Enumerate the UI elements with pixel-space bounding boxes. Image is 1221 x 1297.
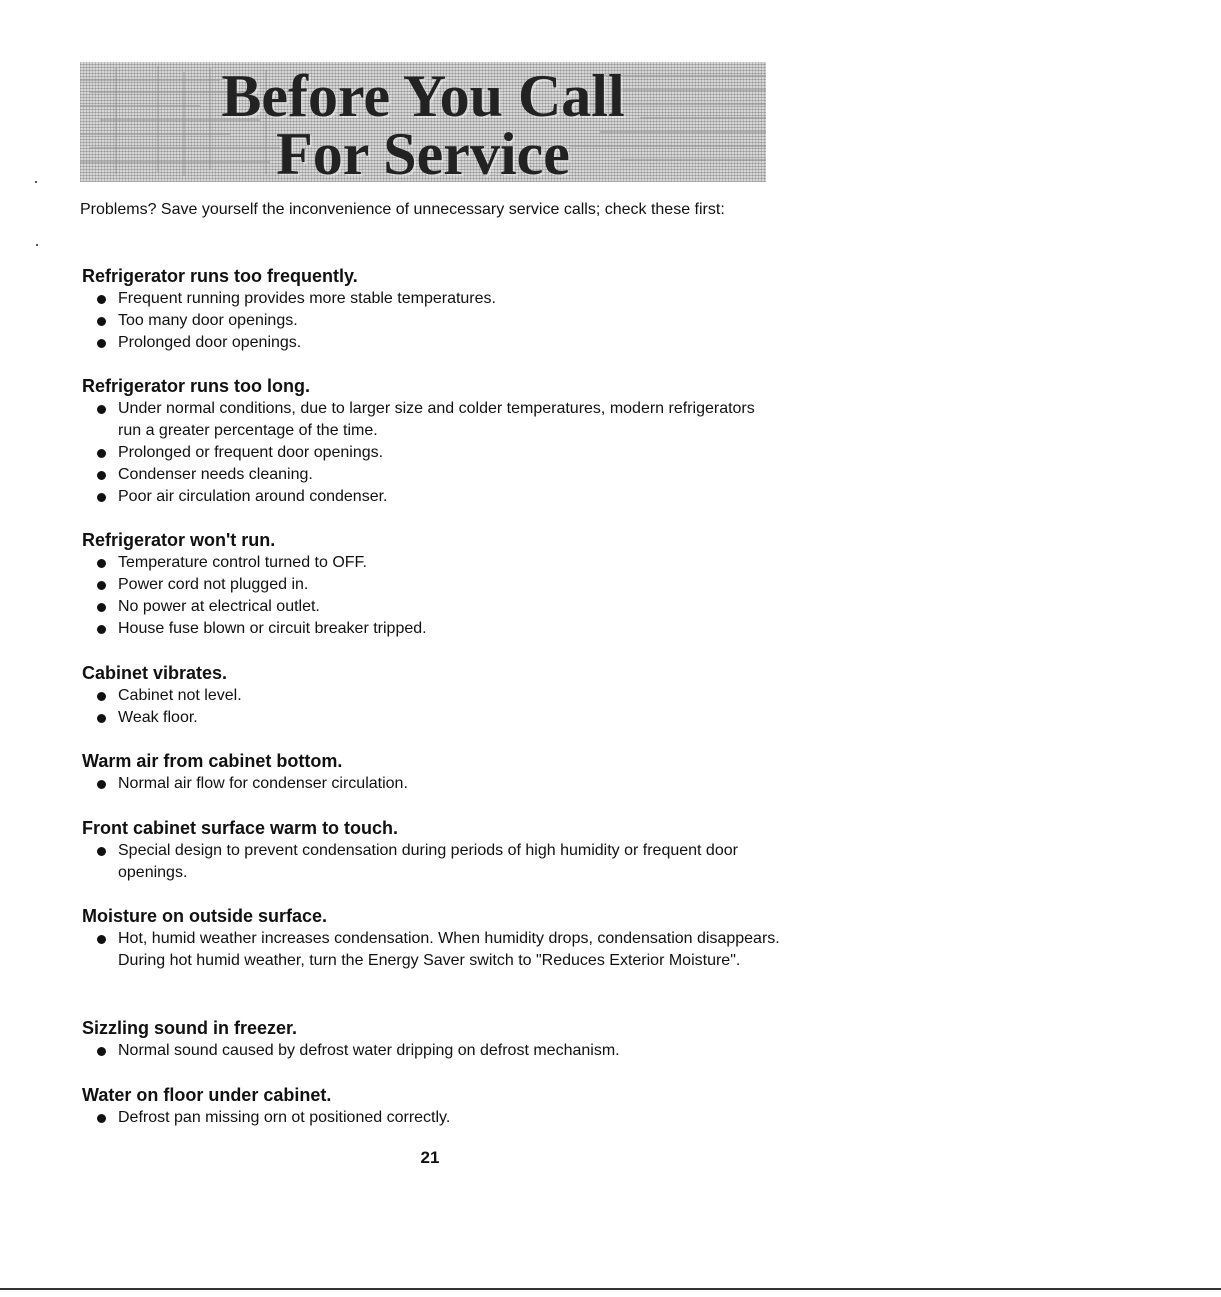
list-item <box>82 464 782 486</box>
list-item-text: Cabinet not level. <box>118 687 242 704</box>
bullet-icon <box>97 339 106 348</box>
page-number: 21 <box>420 1148 440 1167</box>
list-item-text: Power cord not plugged in. <box>118 576 309 593</box>
list-item-text: Hot, humid weather increases condensation. When humidity drops, condensation disappears. During hot humid weather, turn the Energy Saver switch to "Reduces Exterior Moisture". <box>118 930 780 969</box>
bullet-icon <box>97 405 106 414</box>
cause-list <box>82 928 782 972</box>
list-item <box>82 310 782 332</box>
bullet-icon <box>97 581 106 590</box>
list-item-text: Prolonged or frequent door openings. <box>118 444 384 461</box>
bullet-icon <box>97 603 106 612</box>
cause-list <box>82 552 782 640</box>
cause-list <box>82 1107 782 1129</box>
list-item-text: Poor air circulation around condenser. <box>118 488 388 505</box>
list-item-text: Too many door openings. <box>118 312 298 329</box>
bullet-icon <box>97 714 106 723</box>
section-title: Warm air from cabinet bottom. <box>82 751 343 771</box>
section-title: Cabinet vibrates. <box>82 663 228 683</box>
bullet-icon <box>97 935 106 944</box>
list-item <box>82 486 782 508</box>
list-item <box>82 1107 782 1129</box>
section-wont-run <box>82 529 782 640</box>
list-item <box>82 685 782 707</box>
banner-title-line-2: For Service <box>276 121 570 182</box>
intro-text: Problems? Save yourself the inconvenience of unnecessary service calls; check these first: <box>80 201 725 218</box>
section-title: Refrigerator won't run. <box>82 530 276 550</box>
list-item <box>82 574 782 596</box>
bullet-icon <box>97 471 106 480</box>
cause-list <box>82 840 782 884</box>
section-title: Refrigerator runs too long. <box>82 376 311 396</box>
cause-list <box>82 685 782 729</box>
list-item <box>82 707 782 729</box>
bullet-icon <box>97 295 106 304</box>
list-item <box>82 442 782 464</box>
section-water-on-floor <box>82 1084 782 1129</box>
list-item <box>82 398 782 442</box>
section-title: Sizzling sound in freezer. <box>82 1018 298 1038</box>
bullet-icon <box>97 847 106 856</box>
list-item-text: Normal air flow for condenser circulation. <box>118 775 408 792</box>
list-item <box>82 596 782 618</box>
list-item-text: Under normal conditions, due to larger size and colder temperatures, modern refrigerators run a greater percentage of the time. <box>118 400 755 439</box>
list-item <box>82 840 782 884</box>
section-warm-air <box>82 750 782 795</box>
section-runs-too-frequently <box>82 265 782 354</box>
list-item <box>82 288 782 310</box>
list-item-text: Defrost pan missing orn ot positioned correctly. <box>118 1109 451 1126</box>
section-front-warm <box>82 817 782 884</box>
list-item-text: Condenser needs cleaning. <box>118 466 313 483</box>
list-item <box>82 1040 782 1062</box>
page-edge-rule <box>0 1288 1221 1290</box>
bullet-icon <box>97 493 106 502</box>
scan-speck <box>35 181 37 183</box>
bullet-icon <box>97 625 106 634</box>
section-moisture <box>82 905 782 972</box>
list-item-text: Frequent running provides more stable temperatures. <box>118 290 496 307</box>
scan-speck <box>36 244 38 246</box>
section-runs-too-long <box>82 375 782 508</box>
title-banner <box>80 62 766 182</box>
list-item-text: Prolonged door openings. <box>118 334 302 351</box>
cause-list <box>82 1040 782 1062</box>
section-title: Front cabinet surface warm to touch. <box>82 818 399 838</box>
bullet-icon <box>97 1114 106 1123</box>
bullet-icon <box>97 559 106 568</box>
bullet-icon <box>97 780 106 789</box>
section-sizzling <box>82 1017 782 1062</box>
banner-title-line-1: Before You Call <box>221 63 625 129</box>
section-title: Refrigerator runs too frequently. <box>82 266 358 286</box>
list-item-text: House fuse blown or circuit breaker tripped. <box>118 620 427 637</box>
list-item <box>82 332 782 354</box>
list-item <box>82 618 782 640</box>
section-title: Water on floor under cabinet. <box>82 1085 332 1105</box>
list-item-text: Temperature control turned to OFF. <box>118 554 367 571</box>
list-item <box>82 773 782 795</box>
section-title: Moisture on outside surface. <box>82 906 328 926</box>
section-cabinet-vibrates <box>82 662 782 729</box>
list-item-text: Special design to prevent condensation during periods of high humidity or frequent door openings. <box>118 842 738 881</box>
list-item-text: Normal sound caused by defrost water dripping on defrost mechanism. <box>118 1042 620 1059</box>
list-item <box>82 552 782 574</box>
bullet-icon <box>97 317 106 326</box>
cause-list <box>82 288 782 354</box>
bullet-icon <box>97 692 106 701</box>
list-item <box>82 928 782 972</box>
bullet-icon <box>97 449 106 458</box>
cause-list <box>82 398 782 508</box>
cause-list <box>82 773 782 795</box>
bullet-icon <box>97 1047 106 1056</box>
list-item-text: No power at electrical outlet. <box>118 598 320 615</box>
list-item-text: Weak floor. <box>118 709 198 726</box>
